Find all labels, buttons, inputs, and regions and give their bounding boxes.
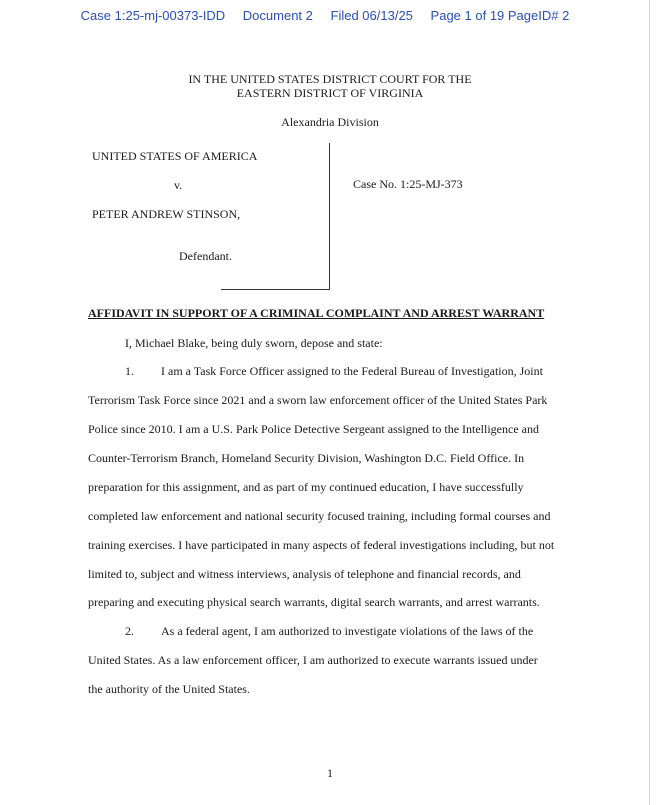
stamp-document: Document 2 bbox=[242, 8, 313, 23]
paragraph-number: 1. bbox=[125, 364, 134, 378]
document-title: AFFIDAVIT IN SUPPORT OF A CRIMINAL COMPLAINT AND ARREST WARRANT bbox=[88, 306, 545, 320]
paragraph-line: limited to, subject and witness interviews, analysis of telephone and financial records, and bbox=[88, 567, 521, 581]
paragraph-line: Counter-Terrorism Branch, Homeland Security Division, Washington D.C. Field Office. In bbox=[88, 451, 525, 465]
caption-defendant-label: Defendant. bbox=[179, 249, 232, 263]
court-line-1: IN THE UNITED STATES DISTRICT COURT FOR THE bbox=[188, 72, 472, 86]
caption-defendant-name: PETER ANDREW STINSON, bbox=[92, 207, 241, 221]
intro-line: I, Michael Blake, being duly sworn, depose and state: bbox=[125, 336, 383, 350]
court-division: Alexandria Division bbox=[281, 115, 379, 129]
stamp-page: Page 1 of 19 PageID# 2 bbox=[430, 8, 570, 23]
ecf-header-stamp bbox=[0, 8, 650, 23]
paragraph-number: 2. bbox=[125, 624, 134, 638]
stamp-case: Case 1:25-mj-00373-IDD bbox=[80, 8, 226, 23]
stamp-filed: Filed 06/13/25 bbox=[330, 8, 413, 23]
paragraph-line: the authority of the United States. bbox=[88, 682, 250, 696]
paragraph-line: I am a Task Force Officer assigned to the Federal Bureau of Investigation, Joint bbox=[161, 364, 543, 378]
court-heading bbox=[0, 72, 660, 100]
paragraph-line: As a federal agent, I am authorized to investigate violations of the laws of the bbox=[161, 624, 534, 638]
paragraph-line: completed law enforcement and national security focused training, including formal courses and bbox=[88, 509, 551, 523]
caption-versus: v. bbox=[174, 178, 183, 192]
paragraph-line: preparing and executing physical search warrants, digital search warrants, and arrest warrants. bbox=[88, 595, 540, 609]
case-number: Case No. 1:25-MJ-373 bbox=[353, 177, 463, 191]
paragraph-line: Terrorism Task Force since 2021 and a sworn law enforcement officer of the United States Park bbox=[88, 393, 548, 407]
paragraph-line: preparation for this assignment, and as part of my continued education, I have successfully bbox=[88, 480, 524, 494]
paragraph-line: Police since 2010. I am a U.S. Park Police Detective Sergeant assigned to the Intelligence and bbox=[88, 422, 539, 436]
caption-divider-horizontal bbox=[221, 289, 330, 290]
caption-plaintiff: UNITED STATES OF AMERICA bbox=[92, 149, 258, 163]
caption-divider-vertical bbox=[329, 143, 330, 289]
paragraph-line: United States. As a law enforcement officer, I am authorized to execute warrants issued under bbox=[88, 653, 538, 667]
court-line-2: EASTERN DISTRICT OF VIRGINIA bbox=[236, 86, 424, 100]
paragraph-line: training exercises. I have participated in many aspects of federal investigations including, but not bbox=[88, 538, 555, 552]
page-number: 1 bbox=[327, 766, 333, 780]
